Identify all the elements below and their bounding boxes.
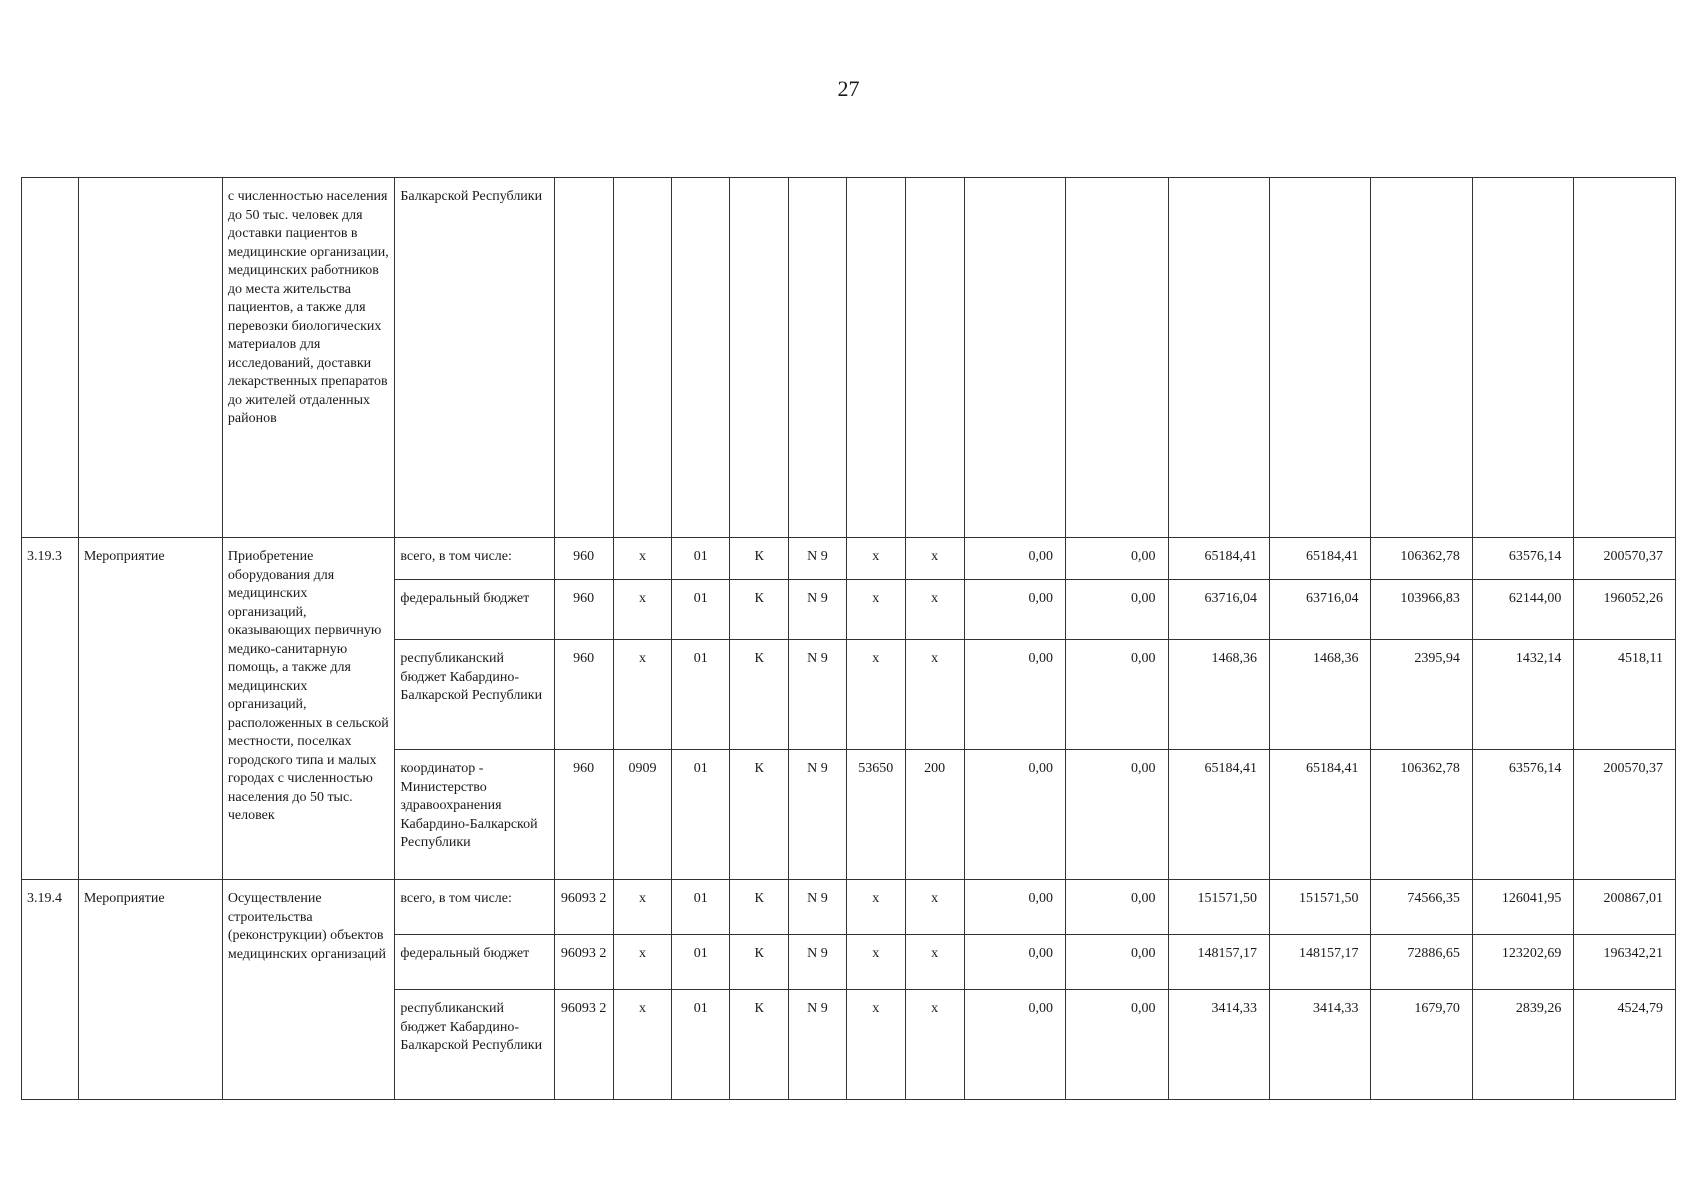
cell-value: 72886,65 xyxy=(1371,935,1472,990)
cell-value: 200570,37 xyxy=(1574,538,1676,580)
cell-value: 0,00 xyxy=(1066,538,1168,580)
cell-value xyxy=(1066,178,1168,538)
cell-value: 65184,41 xyxy=(1168,538,1269,580)
cell-value: 196342,21 xyxy=(1574,935,1676,990)
cell-value: 0,00 xyxy=(964,990,1065,1100)
cell-code: х xyxy=(613,640,672,750)
cell-code: 0909 xyxy=(613,750,672,880)
cell-code: 01 xyxy=(672,640,730,750)
cell-id: 3.19.4 xyxy=(22,880,79,1100)
cell-value: 0,00 xyxy=(1066,580,1168,640)
cell-code: х xyxy=(846,880,905,935)
cell-value: 0,00 xyxy=(964,640,1065,750)
cell-code: х xyxy=(846,640,905,750)
cell-source: Балкарской Республики xyxy=(395,178,554,538)
cell-code: N 9 xyxy=(789,880,847,935)
cell-value: 0,00 xyxy=(1066,935,1168,990)
cell-value: 63576,14 xyxy=(1472,538,1573,580)
cell-code: К xyxy=(730,580,789,640)
page-number: 27 xyxy=(837,76,860,101)
cell-value: 1468,36 xyxy=(1269,640,1370,750)
cell-value: 0,00 xyxy=(964,750,1065,880)
cell-value: 148157,17 xyxy=(1269,935,1370,990)
cell-code: 960 xyxy=(554,640,613,750)
cell-value: 0,00 xyxy=(964,935,1065,990)
cell-value xyxy=(1574,178,1676,538)
cell-code xyxy=(613,178,672,538)
cell-value: 151571,50 xyxy=(1168,880,1269,935)
cell-code: 01 xyxy=(672,880,730,935)
cell-code: х xyxy=(846,580,905,640)
cell-value: 1432,14 xyxy=(1472,640,1573,750)
cell-code: 96093 2 xyxy=(554,990,613,1100)
cell-code: 960 xyxy=(554,580,613,640)
cell-value: 196052,26 xyxy=(1574,580,1676,640)
cell-value: 4524,79 xyxy=(1574,990,1676,1100)
cell-type: Мероприятие xyxy=(78,880,222,1100)
cell-code: N 9 xyxy=(789,750,847,880)
cell-code: К xyxy=(730,750,789,880)
cell-value: 1468,36 xyxy=(1168,640,1269,750)
cell-code xyxy=(846,178,905,538)
cell-code: К xyxy=(730,538,789,580)
cell-code: N 9 xyxy=(789,580,847,640)
cell-value: 103966,83 xyxy=(1371,580,1472,640)
cell-value: 0,00 xyxy=(1066,880,1168,935)
cell-code: х xyxy=(905,935,964,990)
table-row xyxy=(22,880,1676,935)
cell-value: 63716,04 xyxy=(1269,580,1370,640)
cell-value: 2839,26 xyxy=(1472,990,1573,1100)
cell-value: 2395,94 xyxy=(1371,640,1472,750)
cell-value: 63576,14 xyxy=(1472,750,1573,880)
cell-code: х xyxy=(905,880,964,935)
table-row xyxy=(22,178,1676,538)
cell-value: 4518,11 xyxy=(1574,640,1676,750)
cell-source: республиканский бюджет Кабардино-Балкарской Республики xyxy=(395,990,554,1100)
cell-description: Осуществление строительства (реконструкции) объектов медицинских организаций xyxy=(222,880,395,1100)
cell-code: х xyxy=(905,990,964,1100)
cell-value: 0,00 xyxy=(964,580,1065,640)
cell-value xyxy=(1168,178,1269,538)
cell-value: 65184,41 xyxy=(1168,750,1269,880)
cell-code: 960 xyxy=(554,750,613,880)
cell-code: К xyxy=(730,640,789,750)
cell-code: х xyxy=(613,538,672,580)
cell-value xyxy=(1269,178,1370,538)
cell-type xyxy=(78,178,222,538)
budget-table xyxy=(21,177,1676,1100)
cell-code: N 9 xyxy=(789,640,847,750)
cell-code: 01 xyxy=(672,538,730,580)
cell-value: 0,00 xyxy=(1066,640,1168,750)
cell-code: 53650 xyxy=(846,750,905,880)
cell-description: Приобретение оборудования для медицинских организаций, оказывающих первичную медико-санитарную помощь, а также для медицинских организаций, расположенных в сельской местности, поселках городского типа и малых городах с численностью населения до 50 тыс. человек xyxy=(222,538,395,880)
cell-value: 74566,35 xyxy=(1371,880,1472,935)
cell-value: 0,00 xyxy=(964,880,1065,935)
cell-value: 65184,41 xyxy=(1269,750,1370,880)
cell-code: 200 xyxy=(905,750,964,880)
cell-code: х xyxy=(905,640,964,750)
cell-id: 3.19.3 xyxy=(22,538,79,880)
cell-value: 106362,78 xyxy=(1371,750,1472,880)
cell-value: 200867,01 xyxy=(1574,880,1676,935)
cell-code: 960 xyxy=(554,538,613,580)
cell-value: 0,00 xyxy=(964,538,1065,580)
cell-code: 01 xyxy=(672,990,730,1100)
cell-code: х xyxy=(613,935,672,990)
cell-value: 126041,95 xyxy=(1472,880,1573,935)
cell-value: 200570,37 xyxy=(1574,750,1676,880)
cell-code: 01 xyxy=(672,580,730,640)
cell-code xyxy=(672,178,730,538)
cell-code: N 9 xyxy=(789,935,847,990)
cell-value: 106362,78 xyxy=(1371,538,1472,580)
cell-code xyxy=(789,178,847,538)
cell-code xyxy=(554,178,613,538)
cell-description: с численностью населения до 50 тыс. человек для доставки пациентов в медицинские организации, медицинских работников до места жительства пациентов, а также для перевозки биологических материалов для исследований, доставки лекарственных препаратов до жителей отдаленных районов xyxy=(222,178,395,538)
cell-value: 148157,17 xyxy=(1168,935,1269,990)
cell-value: 63716,04 xyxy=(1168,580,1269,640)
cell-value: 0,00 xyxy=(1066,990,1168,1100)
cell-value: 0,00 xyxy=(1066,750,1168,880)
cell-code: х xyxy=(846,990,905,1100)
cell-code: 01 xyxy=(672,750,730,880)
cell-code: N 9 xyxy=(789,990,847,1100)
cell-code: х xyxy=(905,538,964,580)
cell-code: 01 xyxy=(672,935,730,990)
cell-value: 151571,50 xyxy=(1269,880,1370,935)
cell-source: всего, в том числе: xyxy=(395,880,554,935)
cell-value: 3414,33 xyxy=(1269,990,1370,1100)
cell-value xyxy=(964,178,1065,538)
cell-code: х xyxy=(905,580,964,640)
cell-value: 3414,33 xyxy=(1168,990,1269,1100)
cell-code: х xyxy=(613,880,672,935)
cell-code: х xyxy=(846,935,905,990)
cell-code: 96093 2 xyxy=(554,880,613,935)
cell-value: 62144,00 xyxy=(1472,580,1573,640)
cell-code xyxy=(905,178,964,538)
cell-source: федеральный бюджет xyxy=(395,935,554,990)
cell-value: 123202,69 xyxy=(1472,935,1573,990)
table-row xyxy=(22,538,1676,580)
cell-code: х xyxy=(846,538,905,580)
cell-code: 96093 2 xyxy=(554,935,613,990)
cell-type: Мероприятие xyxy=(78,538,222,880)
cell-source: всего, в том числе: xyxy=(395,538,554,580)
cell-code xyxy=(730,178,789,538)
cell-value: 65184,41 xyxy=(1269,538,1370,580)
cell-value: 1679,70 xyxy=(1371,990,1472,1100)
cell-value xyxy=(1371,178,1472,538)
cell-code: К xyxy=(730,990,789,1100)
cell-code: К xyxy=(730,935,789,990)
cell-id xyxy=(22,178,79,538)
cell-code: К xyxy=(730,880,789,935)
cell-source: республиканский бюджет Кабардино-Балкарской Республики xyxy=(395,640,554,750)
cell-source: координатор - Министерство здравоохранения Кабардино-Балкарской Республики xyxy=(395,750,554,880)
cell-code: N 9 xyxy=(789,538,847,580)
cell-code: х xyxy=(613,580,672,640)
cell-value xyxy=(1472,178,1573,538)
cell-source: федеральный бюджет xyxy=(395,580,554,640)
cell-code: х xyxy=(613,990,672,1100)
